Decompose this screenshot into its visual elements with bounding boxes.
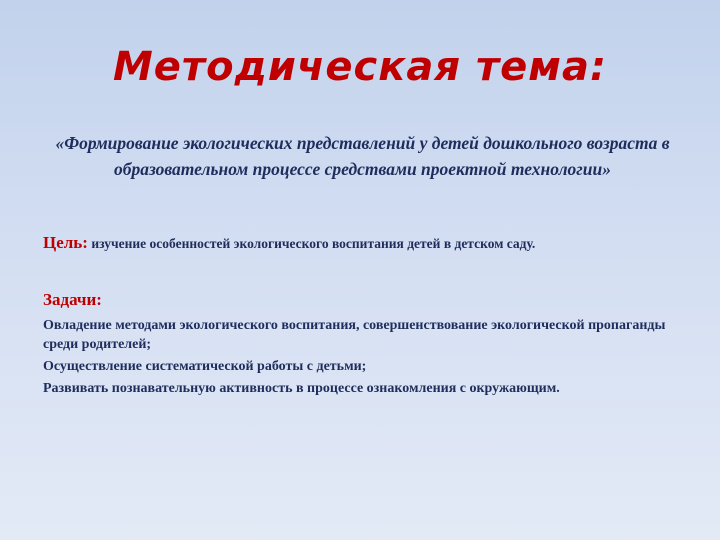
task-item: Развивать познавательную активность в процессе ознакомления с окружающим. xyxy=(43,381,560,396)
goal-text: изучение особенностей экологического воспитания детей в детском саду. xyxy=(87,236,536,251)
goal-paragraph xyxy=(43,233,683,253)
tasks-list xyxy=(43,316,683,401)
tasks-title: Задачи: xyxy=(43,290,102,309)
slide-subtitle: «Формирование экологических представлений у детей дошкольного возраста в образовательном процессе средствами проектной технологии» xyxy=(55,133,670,179)
task-item: Осуществление систематической работы с детьми; xyxy=(43,359,367,374)
task-item: Овладение методами экологического воспитания, совершенствование экологической пропаганды среди родителей; xyxy=(43,318,666,352)
slide-title: Методическая тема: xyxy=(113,44,607,90)
goal-label: Цель: xyxy=(43,233,88,252)
